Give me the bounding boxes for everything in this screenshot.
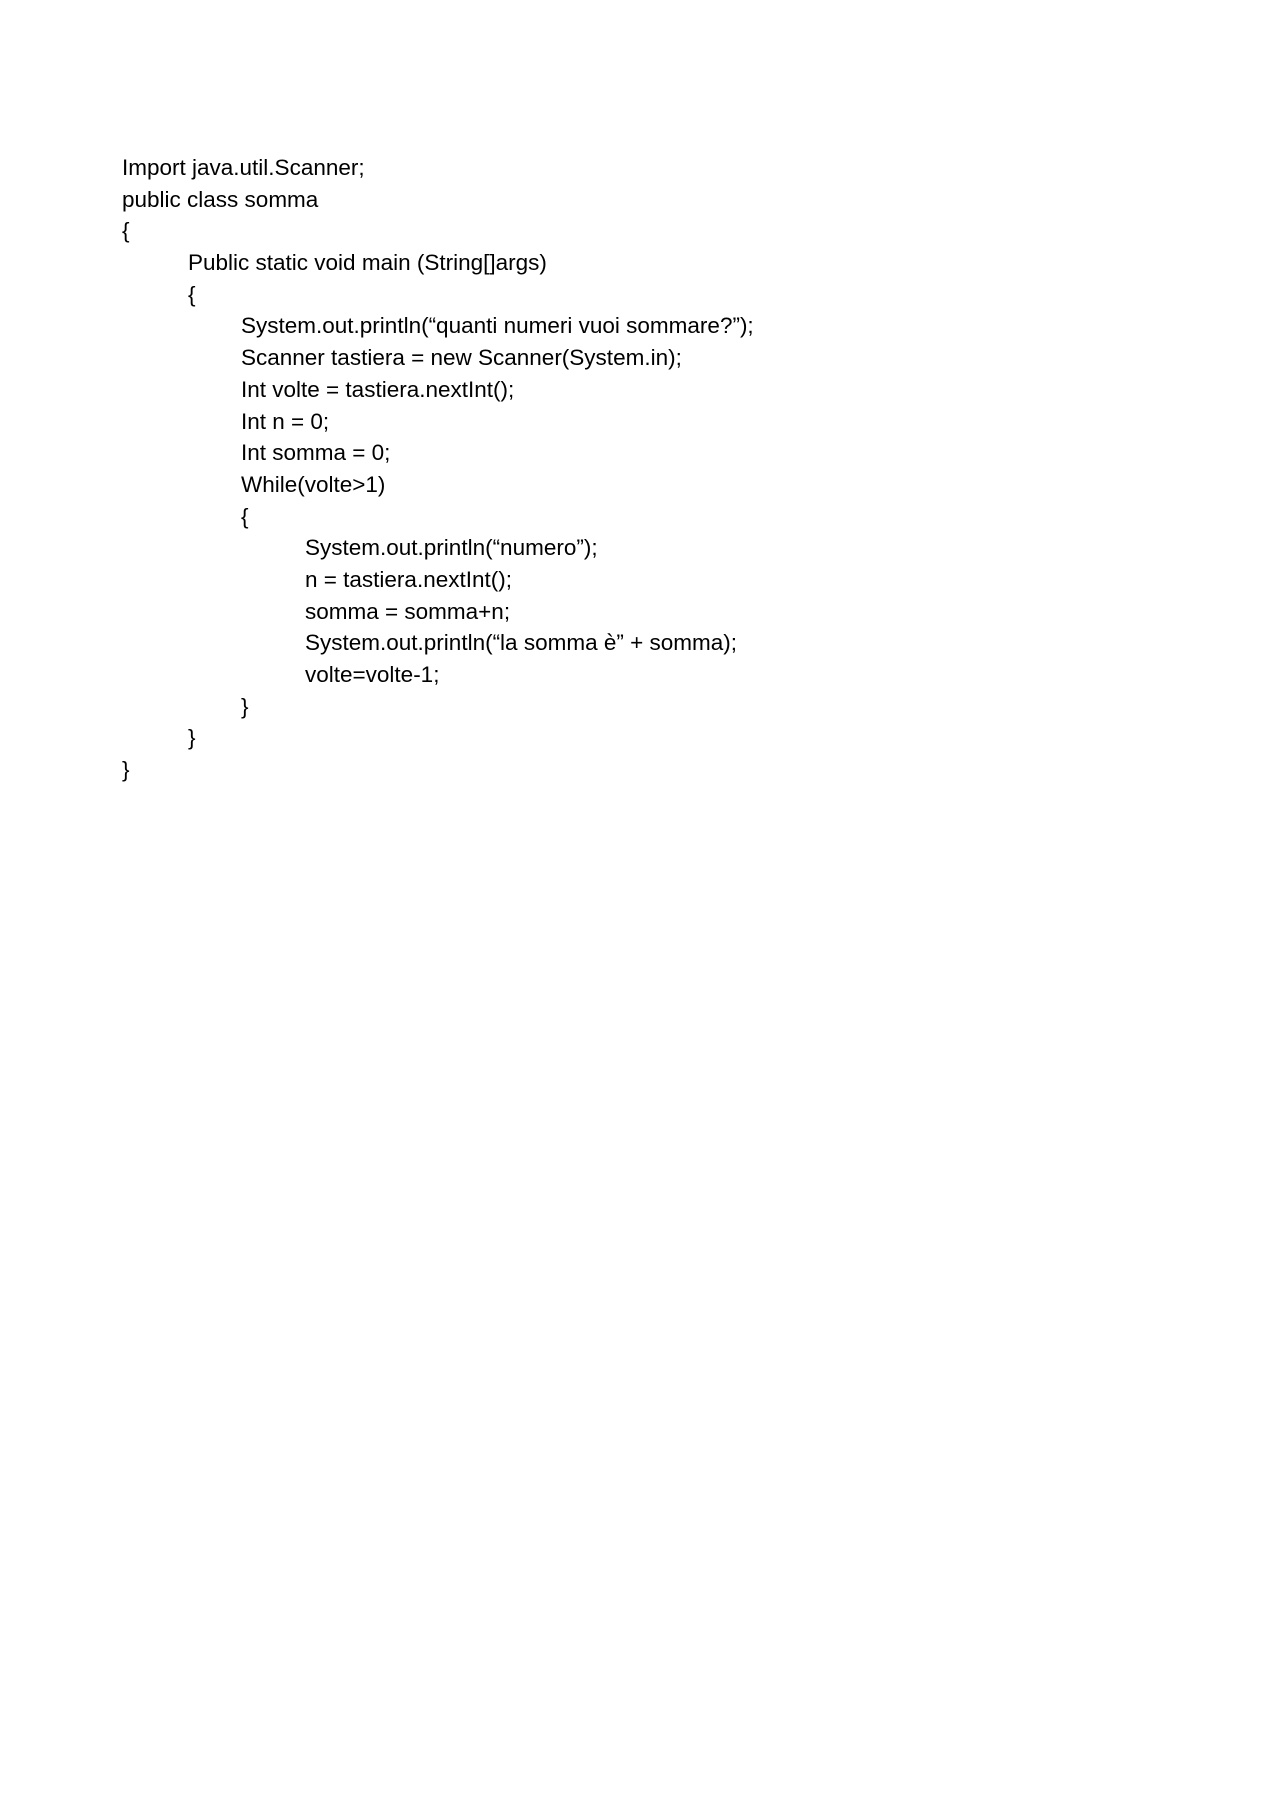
code-line: { [188, 281, 196, 307]
code-line: public class somma [122, 186, 319, 212]
code-line: { [122, 218, 130, 244]
code-line: n = tastiera.nextInt(); [305, 566, 512, 592]
code-line: Import java.util.Scanner; [122, 155, 365, 180]
code-line: System.out.println(“la somma è” + somma); [305, 630, 737, 656]
code-line: { [241, 503, 249, 529]
code-line: } [241, 693, 249, 719]
code-line: Scanner tastiera = new Scanner(System.in); [241, 345, 682, 371]
code-line: Int volte = tastiera.nextInt(); [241, 376, 515, 402]
code-line: System.out.println(“quanti numeri vuoi sommare?”); [241, 313, 754, 339]
code-line: Public static void main (String[]args) [188, 250, 547, 276]
code-line: somma = somma+n; [305, 598, 511, 624]
code-listing [122, 152, 754, 786]
code-line: } [188, 725, 196, 751]
code-line: While(volte>1) [241, 471, 386, 497]
code-line: volte=volte-1; [305, 662, 440, 687]
code-line: Int n = 0; [241, 408, 330, 434]
code-line: System.out.println(“numero”); [305, 535, 598, 561]
code-line: Int somma = 0; [241, 440, 391, 466]
code-line: } [122, 757, 130, 783]
